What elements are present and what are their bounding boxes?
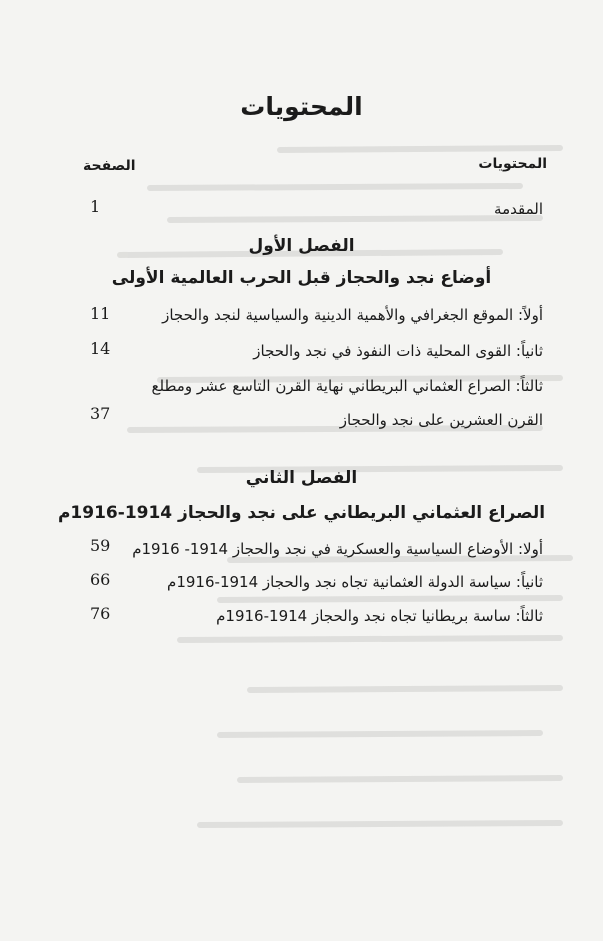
page-column-header: الصفحة bbox=[83, 158, 136, 174]
chapter-1-entry-4-page: 37 bbox=[90, 404, 111, 423]
chapter-2-entry-1-text: أولا: الأوضاع السياسية والعسكرية في نجد والحجاز 1914- 1916م bbox=[132, 540, 543, 558]
intro-entry-text: المقدمة bbox=[494, 200, 543, 218]
chapter-2-heading: الفصل الثاني bbox=[245, 468, 358, 488]
intro-entry-page: 1 bbox=[90, 197, 101, 216]
chapter-2-entry-2-text: ثانياً: سياسة الدولة العثمانية تجاه نجد والحجاز 1914-1916م bbox=[167, 573, 543, 591]
chapter-1-entry-2-text: ثانياً: القوى المحلية ذات النفوذ في نجد والحجاز bbox=[253, 342, 543, 360]
chapter-1-subtitle: أوضاع نجد والحجاز قبل الحرب العالمية الأولى bbox=[111, 268, 492, 288]
chapter-1-entry-3-text: ثالثاً: الصراع العثماني البريطاني نهاية القرن التاسع عشر ومطلع bbox=[151, 377, 543, 395]
chapter-1-entry-1-page: 11 bbox=[90, 304, 111, 323]
chapter-1-entry-4-text: القرن العشرين على نجد والحجاز bbox=[339, 411, 543, 429]
contents-column-header: المحتويات bbox=[478, 156, 547, 172]
chapter-2-subtitle: الصراع العثماني البريطاني على نجد والحجاز 1914-1916م bbox=[57, 503, 546, 523]
chapter-1-heading: الفصل الأول bbox=[248, 236, 355, 256]
chapter-2-entry-3-text: ثالثاً: ساسة بريطانيا تجاه نجد والحجاز 1914-1916م bbox=[216, 607, 543, 625]
chapter-1-entry-2-page: 14 bbox=[90, 339, 111, 358]
chapter-2-entry-3-page: 76 bbox=[90, 604, 111, 623]
chapter-2-entry-1-page: 59 bbox=[90, 536, 111, 555]
chapter-1-entry-1-text: أولاً: الموقع الجغرافي والأهمية الدينية والسياسية لنجد والحجاز bbox=[162, 306, 543, 324]
chapter-2-entry-2-page: 66 bbox=[90, 570, 111, 589]
page-title: المحتويات bbox=[240, 92, 363, 121]
